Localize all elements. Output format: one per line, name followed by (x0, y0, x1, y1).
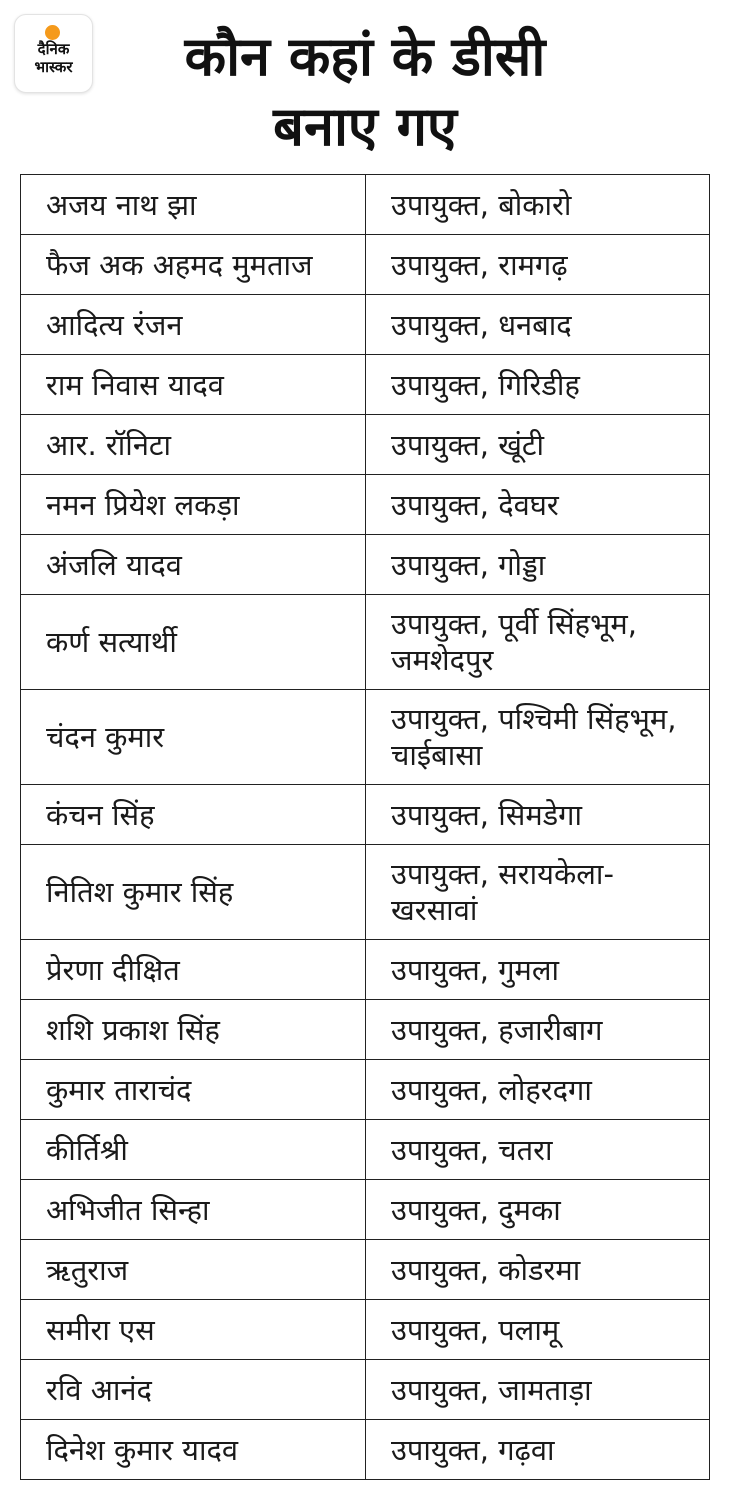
posting-cell: उपायुक्त, देवघर (366, 475, 710, 534)
table-row (21, 355, 710, 415)
posting-cell: उपायुक्त, सरायकेला-खरसावां (366, 845, 710, 939)
table-row (21, 535, 710, 595)
posting-cell: उपायुक्त, पलामू (366, 1300, 710, 1359)
table-row (21, 1060, 710, 1120)
officer-name-cell: कर्ण सत्यार्थी (21, 595, 366, 689)
posting-cell: उपायुक्त, पूर्वी सिंहभूम, जमशेदपुर (366, 595, 710, 689)
officer-name-cell: फैज अक अहमद मुमताज (21, 235, 366, 294)
officer-name-cell: नितिश कुमार सिंह (21, 845, 366, 939)
officer-name-cell: अभिजीत सिन्हा (21, 1180, 366, 1239)
officer-name-cell: समीरा एस (21, 1300, 366, 1359)
table-row (21, 690, 710, 785)
officer-name-cell: आदित्य रंजन (21, 295, 366, 354)
table-row (21, 1420, 710, 1480)
posting-cell: उपायुक्त, जामताड़ा (366, 1360, 710, 1419)
table-row (21, 1240, 710, 1300)
posting-cell: उपायुक्त, कोडरमा (366, 1240, 710, 1299)
table-row (21, 1360, 710, 1420)
table-row (21, 175, 710, 235)
page-title-line2: बनाए गए (273, 95, 457, 158)
posting-cell: उपायुक्त, रामगढ़ (366, 235, 710, 294)
officer-name-cell: कंचन सिंह (21, 785, 366, 844)
posting-cell: उपायुक्त, पश्चिमी सिंहभूम, चाईबासा (366, 690, 710, 784)
posting-cell: उपायुक्त, खूंटी (366, 415, 710, 474)
posting-cell: उपायुक्त, दुमका (366, 1180, 710, 1239)
officer-name-cell: कुमार ताराचंद (21, 1060, 366, 1119)
officer-name-cell: शशि प्रकाश सिंह (21, 1000, 366, 1059)
posting-cell: उपायुक्त, हजारीबाग (366, 1000, 710, 1059)
table-row (21, 475, 710, 535)
posting-cell: उपायुक्त, गोड्डा (366, 535, 710, 594)
page-title-line1: कौन कहां के डीसी (184, 25, 546, 88)
officer-name-cell: नमन प्रियेश लकड़ा (21, 475, 366, 534)
officer-name-cell: अजय नाथ झा (21, 175, 366, 234)
officer-name-cell: कीर्तिश्री (21, 1120, 366, 1179)
table-row (21, 415, 710, 475)
table-row (21, 595, 710, 690)
posting-cell: उपायुक्त, गिरिडीह (366, 355, 710, 414)
posting-cell: उपायुक्त, गुमला (366, 940, 710, 999)
logo-text-line2: भास्कर (34, 58, 73, 76)
dc-appointments-table (20, 174, 710, 1480)
officer-name-cell: ऋतुराज (21, 1240, 366, 1299)
sun-icon (45, 25, 60, 40)
posting-cell: उपायुक्त, धनबाद (366, 295, 710, 354)
posting-cell: उपायुक्त, चतरा (366, 1120, 710, 1179)
table-row (21, 845, 710, 940)
page-title (105, 22, 625, 162)
table-row (21, 940, 710, 1000)
posting-cell: उपायुक्त, सिमडेगा (366, 785, 710, 844)
officer-name-cell: चंदन कुमार (21, 690, 366, 784)
table-row (21, 1000, 710, 1060)
table-row (21, 295, 710, 355)
posting-cell: उपायुक्त, बोकारो (366, 175, 710, 234)
officer-name-cell: दिनेश कुमार यादव (21, 1420, 366, 1479)
posting-cell: उपायुक्त, गढ़वा (366, 1420, 710, 1479)
table-row (21, 785, 710, 845)
officer-name-cell: अंजलि यादव (21, 535, 366, 594)
table-row (21, 1300, 710, 1360)
table-row (21, 1180, 710, 1240)
officer-name-cell: आर. रॉनिटा (21, 415, 366, 474)
posting-cell: उपायुक्त, लोहरदगा (366, 1060, 710, 1119)
table-row (21, 1120, 710, 1180)
table-row (21, 235, 710, 295)
dainik-bhaskar-logo (14, 14, 93, 93)
officer-name-cell: रवि आनंद (21, 1360, 366, 1419)
officer-name-cell: राम निवास यादव (21, 355, 366, 414)
officer-name-cell: प्रेरणा दीक्षित (21, 940, 366, 999)
logo-text-line1: दैनिक (37, 40, 70, 58)
